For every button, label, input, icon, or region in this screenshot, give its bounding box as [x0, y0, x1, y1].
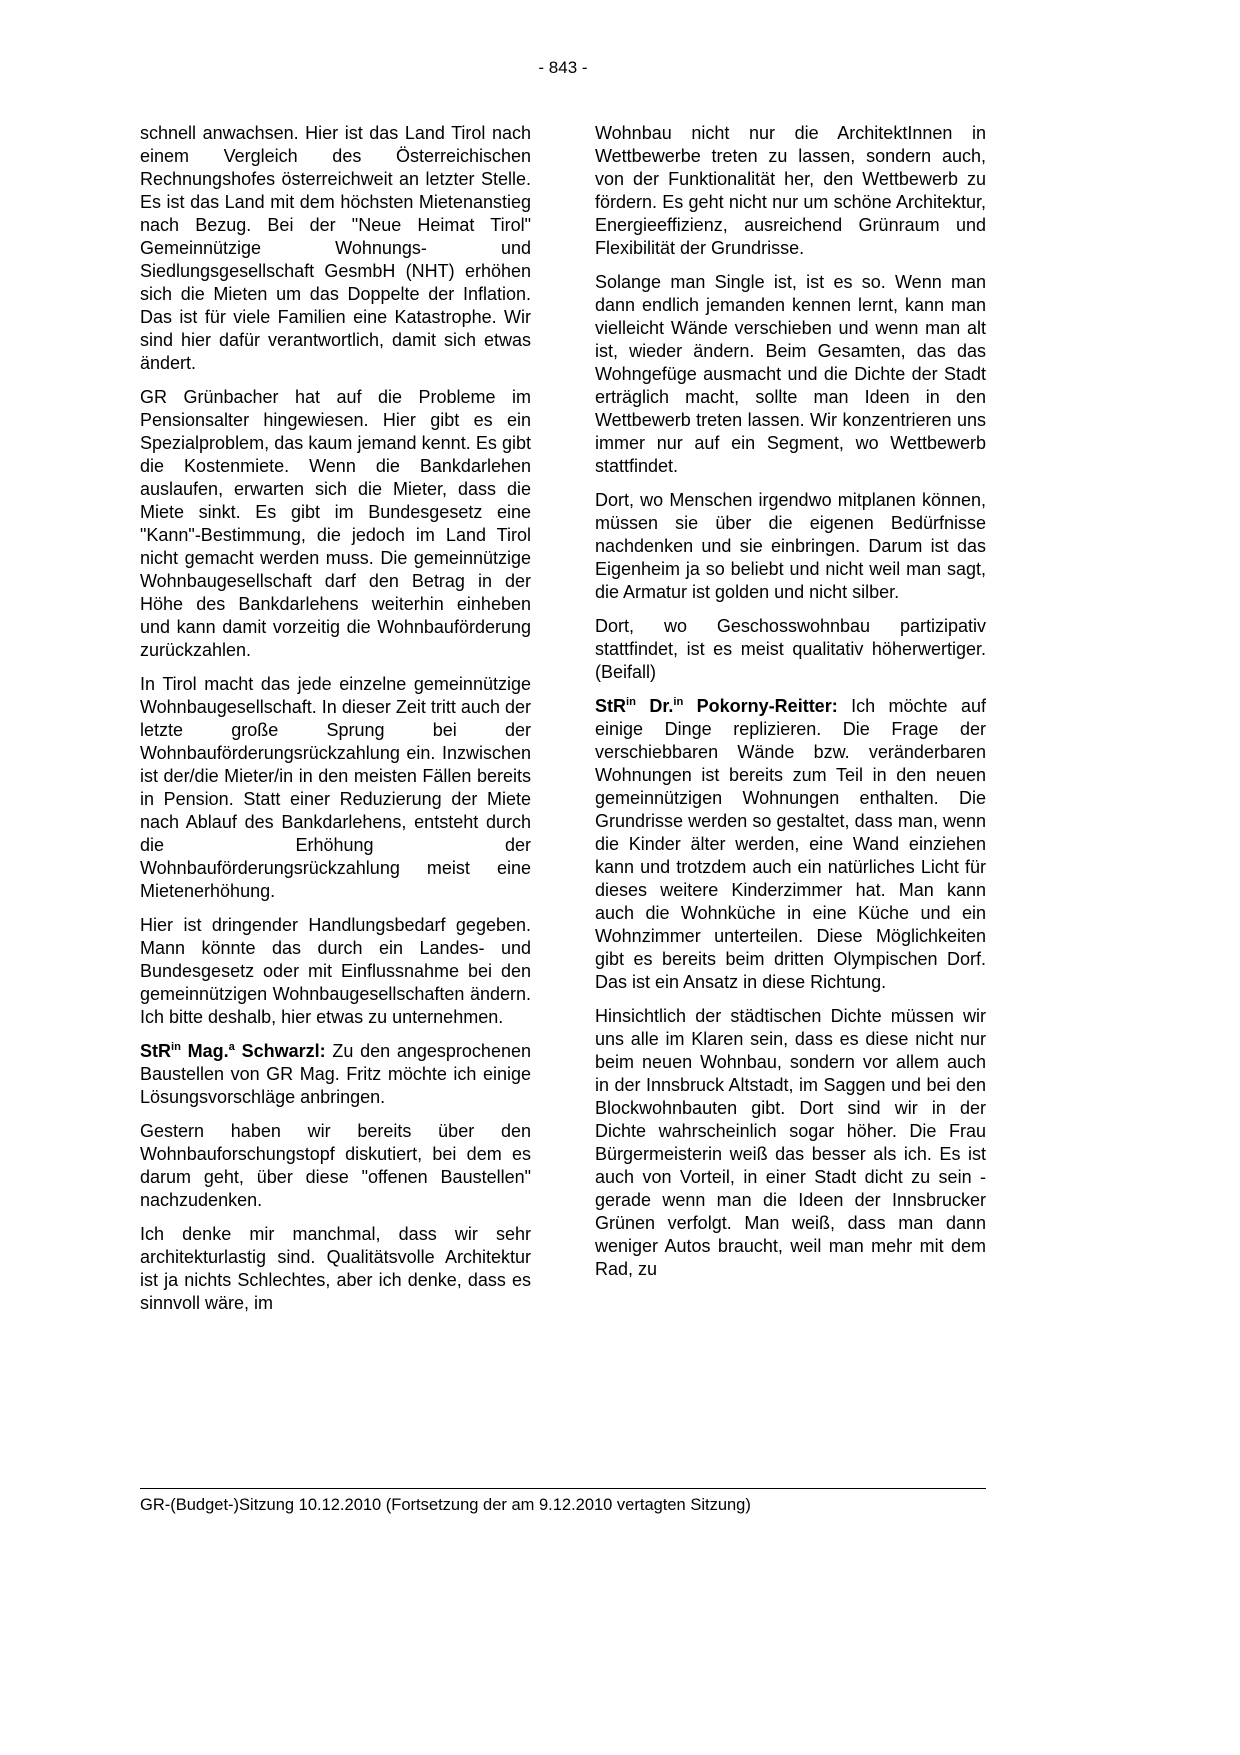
paragraph: [140, 673, 531, 903]
paragraph: [595, 489, 986, 604]
speaker-name-run: in: [626, 696, 636, 708]
paragraph: [595, 271, 986, 478]
text-run: GR Grünbacher hat auf die Probleme im Pensionsalter hingewiesen. Hier gibt es ein Spezialproblem, das kaum jemand kennt. Es gibt die Kostenmiete. Wenn die Bankdarlehen auslaufen, erwarten sich die Mieter, dass die Miete sinkt. Es gibt im Bundesgesetz eine "Kann"-Bestimmung, die jedoch im Land Tirol nicht gemacht werden muss. Die gemeinnützige Wohnbaugesellschaft darf den Betrag in der Höhe des Bankdarlehens weiterhin einheben und kann damit vorzeitig die Wohnbauförderung zurückzahlen.: [140, 387, 531, 660]
speaker-name-run: StR: [140, 1041, 171, 1061]
paragraph: [140, 1040, 531, 1109]
speaker-name-run: Schwarzl:: [234, 1041, 326, 1061]
paragraph: [595, 122, 986, 260]
text-columns: [140, 122, 986, 1326]
page-footer: GR-(Budget-)Sitzung 10.12.2010 (Fortsetzung der am 9.12.2010 vertagten Sitzung): [140, 1488, 986, 1516]
paragraph: [595, 695, 986, 994]
text-run: Gestern haben wir bereits über den Wohnbauforschungstopf diskutiert, bei dem es darum geht, über diese "offenen Baustellen" nachzudenken.: [140, 1121, 531, 1210]
page-number: - 843 -: [538, 58, 588, 77]
text-run: Wohnbau nicht nur die ArchitektInnen in Wettbewerbe treten zu lassen, sondern auch, von der Funktionalität her, den Wettbewerb zu fördern. Es geht nicht nur um schöne Architektur, Energieeffizienz, ausreichend Grünraum und Flexibilität der Grundrisse.: [595, 123, 986, 258]
text-run: Zu den angesprochenen Baustellen von GR Mag. Fritz möchte ich einige Lösungsvorschläge anbringen.: [140, 1041, 531, 1107]
speaker-name-run: Mag.: [180, 1041, 229, 1061]
text-run: Dort, wo Geschosswohnbau partizipativ stattfindet, ist es meist qualitativ höherwertiger. (Beifall): [595, 616, 986, 682]
left-column: [140, 122, 531, 1326]
paragraph: [140, 122, 531, 375]
text-run: In Tirol macht das jede einzelne gemeinnützige Wohnbaugesellschaft. In dieser Zeit tritt auch der letzte große Sprung bei der Wohnbauförderungsrückzahlung ein. Inzwischen ist der/die Mieter/in in den meisten Fällen bereits in Pension. Statt einer Reduzierung der Miete nach Ablauf des Bankdarlehens, entsteht durch die Erhöhung der Wohnbauförderungsrückzahlung meist eine Mietenerhöhung.: [140, 674, 531, 901]
paragraph: [140, 1223, 531, 1315]
text-run: Hier ist dringender Handlungsbedarf gegeben. Mann könnte das durch ein Landes- und Bundesgesetz oder mit Einflussnahme bei den gemeinnützigen Wohnbaugesellschaften ändern. Ich bitte deshalb, hier etwas zu unternehmen.: [140, 915, 531, 1027]
paragraph: [140, 386, 531, 662]
text-run: Dort, wo Menschen irgendwo mitplanen können, müssen sie über die eigenen Bedürfnisse nachdenken und sie einbringen. Darum ist das Eigenheim ja so beliebt und nicht weil man sagt, die Armatur ist golden und nicht silber.: [595, 490, 986, 602]
speaker-name-run: in: [171, 1041, 181, 1053]
speaker-name-run: a: [228, 1041, 235, 1053]
text-run: Ich denke mir manchmal, dass wir sehr architekturlastig sind. Qualitätsvolle Architektur ist ja nichts Schlechtes, aber ich denke, dass es sinnvoll wäre, im: [140, 1224, 531, 1313]
speaker-name-run: Pokorny-Reitter:: [683, 696, 838, 716]
speaker-name-run: in: [673, 696, 684, 708]
speaker-name-run: Dr.: [635, 696, 674, 716]
paragraph: [140, 914, 531, 1029]
paragraph: [140, 1120, 531, 1212]
text-run: Hinsichtlich der städtischen Dichte müssen wir uns alle im Klaren sein, dass es diese nicht nur beim neuen Wohnbau, sondern vor allem auch in der Innsbruck Altstadt, im Saggen und bei den Blockwohnbauten gibt. Dort sind wir in der Dichte wahrscheinlich sogar höher. Die Frau Bürgermeisterin weiß das besser als ich. Es ist auch von Vorteil, in einer Stadt dicht zu sein - gerade wenn man die Ideen der Innsbrucker Grünen verfolgt. Man weiß, dass man dann weniger Autos braucht, weil man mehr mit dem Rad, zu: [595, 1006, 986, 1279]
paragraph: [595, 1005, 986, 1281]
paragraph: [595, 615, 986, 684]
right-column: [595, 122, 986, 1326]
text-run: schnell anwachsen. Hier ist das Land Tirol nach einem Vergleich des Österreichischen Rechnungshofes österreichweit an letzter Stelle. Es ist das Land mit dem höchsten Mietenanstieg nach Bezug. Bei der "Neue Heimat Tirol" Gemeinnützige Wohnungs- und Siedlungsgesellschaft GesmbH (NHT) erhöhen sich die Mieten um das Doppelte der Inflation. Das ist für viele Familien eine Katastrophe. Wir sind hier dafür verantwortlich, damit sich etwas ändert.: [140, 123, 531, 373]
text-run: Ich möchte auf einige Dinge replizieren. Die Frage der verschiebbaren Wände bzw. veränderbaren Wohnungen ist bereits zum Teil in den neuen gemeinnützigen Wohnungen enthalten. Die Grundrisse werden so gestaltet, dass man, wenn die Kinder älter werden, eine Wand einziehen kann und trotzdem auch ein natürliches Licht für dieses weitere Kinderzimmer hat. Man kann auch die Wohnküche in eine Küche und ein Wohnzimmer unterteilen. Diese Möglichkeiten gibt es bereits beim dritten Olympischen Dorf. Das ist ein Ansatz in diese Richtung.: [595, 696, 986, 992]
text-run: Solange man Single ist, ist es so. Wenn man dann endlich jemanden kennen lernt, kann man vielleicht Wände verschieben und wenn man alt ist, wieder ändern. Beim Gesamten, das das Wohngefüge ausmacht und die Dichte der Stadt erträglich macht, sollte man Ideen in den Wettbewerb treten lassen. Wir konzentrieren uns immer nur auf ein Segment, wo Wettbewerb stattfindet.: [595, 272, 986, 476]
speaker-name-run: StR: [595, 696, 626, 716]
